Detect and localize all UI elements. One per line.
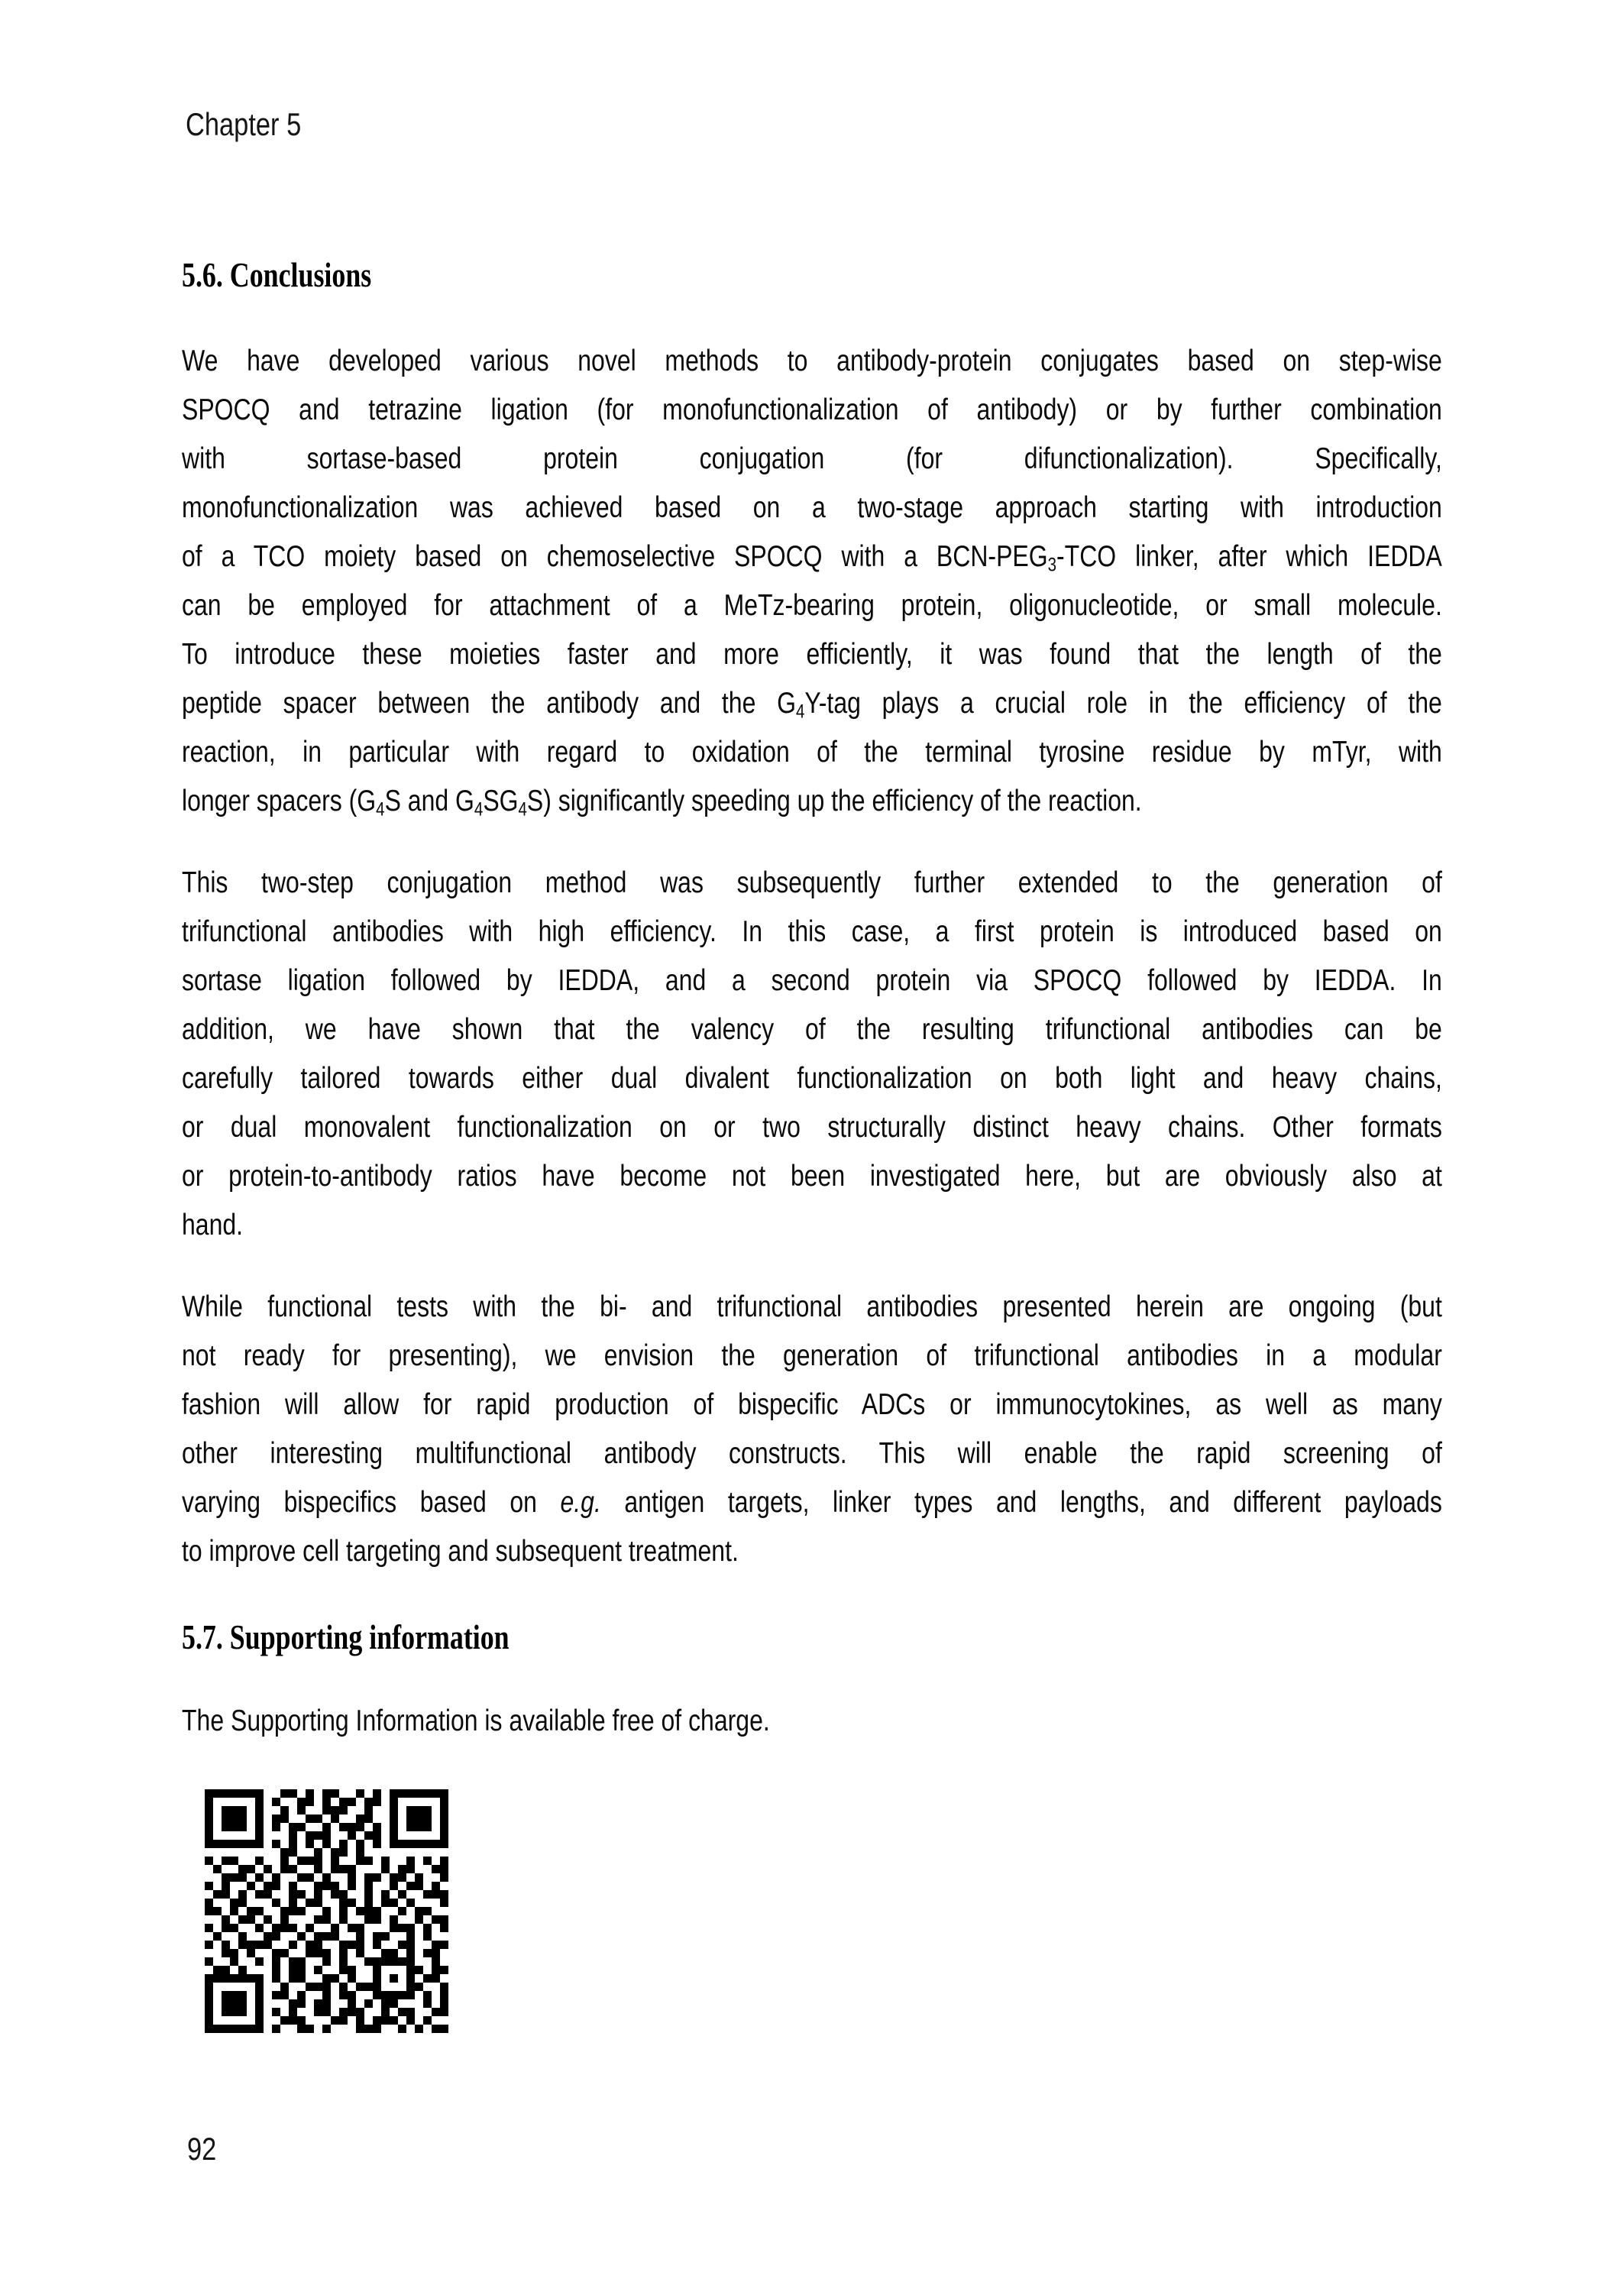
text-line: This two-step conjugation method was subsequently further extended to the generation of (182, 866, 1442, 899)
text-line: monofunctionalization was achieved based on a two-stage approach starting with introduction (182, 491, 1442, 524)
text-line: trifunctional antibodies with high efficiency. In this case, a first protein is introduced based on (182, 915, 1442, 948)
paragraph (182, 1283, 1442, 1576)
text-line: carefully tailored towards either dual divalent functionalization on both light and heavy chains, (182, 1062, 1442, 1095)
italic-text: e.g. (560, 1486, 601, 1519)
text-line: While functional tests with the bi- and trifunctional antibodies presented herein are ongoing (but (182, 1290, 1442, 1323)
text-line: or protein-to-antibody ratios have become not been investigated here, but are obviously also at (182, 1160, 1442, 1193)
text-line: varying bispecifics based on e.g. antigen targets, linker types and lengths, and different payloads (182, 1486, 1442, 1519)
conclusions-paragraphs (182, 337, 1442, 1576)
supporting-information-paragraphs (182, 1697, 1442, 1746)
page-content (182, 257, 1442, 2033)
text-line: reaction, in particular with regard to oxidation of the terminal tyrosine residue by mTyr, with (182, 736, 1442, 769)
subscript: 4 (795, 701, 805, 723)
text-line: SPOCQ and tetrazine ligation (for monofunctionalization of antibody) or by further combination (182, 393, 1442, 426)
text-line: can be employed for attachment of a MeTz-bearing protein, oligonucleotide, or small molecule. (182, 589, 1442, 622)
text-line: To introduce these moieties faster and more efficiently, it was found that the length of the (182, 638, 1442, 671)
section-heading-supporting-information: 5.7. Supporting information (182, 1617, 510, 1656)
text-line: hand. (182, 1209, 244, 1242)
text-line: of a TCO moiety based on chemoselective SPOCQ with a BCN-$PEG_3$-TCO linker, after which IEDDA (182, 540, 1442, 576)
subscript: 4 (474, 798, 484, 821)
text-line: The Supporting Information is available free of charge. (182, 1704, 770, 1737)
running-header: Chapter 5 (186, 106, 302, 142)
paragraph (182, 859, 1442, 1250)
page-number: 92 (187, 2131, 217, 2167)
subscript: 4 (376, 798, 385, 821)
qr-code (205, 1789, 448, 2033)
text-line: to improve cell targeting and subsequent treatment. (182, 1535, 739, 1568)
text-line: We have developed various novel methods to antibody-protein conjugates based on step-wise (182, 345, 1442, 377)
subscript: 3 (1047, 554, 1057, 576)
text-line: peptide spacer between the antibody and the $G_4Y$-tag plays a crucial role in the efficiency of the (182, 687, 1442, 723)
text-line: with sortase-based protein conjugation (for difunctionalization). Specifically, (182, 442, 1442, 475)
text-line: addition, we have shown that the valency of the resulting trifunctional antibodies can be (182, 1013, 1442, 1046)
paragraph (182, 337, 1442, 826)
text-line: sortase ligation followed by IEDDA, and a second protein via SPOCQ followed by IEDDA. In (182, 964, 1442, 997)
text-line: or dual monovalent functionalization on or two structurally distinct heavy chains. Other formats (182, 1111, 1442, 1144)
text-line: not ready for presenting), we envision the generation of trifunctional antibodies in a modular (182, 1339, 1442, 1372)
subscript: 4 (518, 798, 527, 821)
section-heading-conclusions: 5.6. Conclusions (182, 255, 372, 294)
text-line: longer spacers ($G_4S$ and $G_4SG_4S$) significantly speeding up the efficiency of the reaction. (182, 785, 1142, 821)
paragraph (182, 1697, 1442, 1746)
text-line: fashion will allow for rapid production of bispecific ADCs or immunocytokines, as well as many (182, 1388, 1442, 1421)
text-line: other interesting multifunctional antibody constructs. This will enable the rapid screening of (182, 1437, 1442, 1470)
